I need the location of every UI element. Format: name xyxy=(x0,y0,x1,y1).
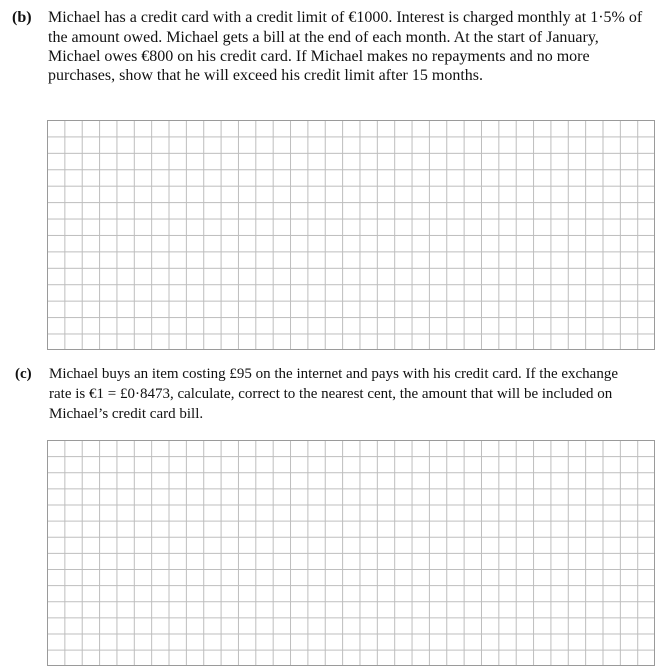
question-b-text-line: Michael owes €800 on his credit card. If Michael makes no repayments and no more xyxy=(48,48,590,65)
question-c-label: (c) xyxy=(15,366,32,382)
question-b-text-line: Michael has a credit card with a credit limit of €1000. Interest is charged monthly at 1·5% of xyxy=(48,9,643,26)
question-b-text-line: purchases, show that he will exceed his credit limit after 15 months. xyxy=(48,67,483,84)
question-c-text-line: Michael buys an item costing £95 on the internet and pays with his credit card. If the exchange xyxy=(49,366,618,382)
question-b-text-line: the amount owed. Michael gets a bill at the end of each month. At the start of January, xyxy=(48,29,599,46)
question-c-text-line: Michael’s credit card bill. xyxy=(49,406,204,422)
answer-grid-c[interactable] xyxy=(47,440,655,666)
question-c-text-line: rate is €1 = £0·8473, calculate, correct to the nearest cent, the amount that will be included on xyxy=(49,386,613,402)
question-b-label: (b) xyxy=(12,9,32,26)
answer-grid-b[interactable] xyxy=(47,120,655,350)
